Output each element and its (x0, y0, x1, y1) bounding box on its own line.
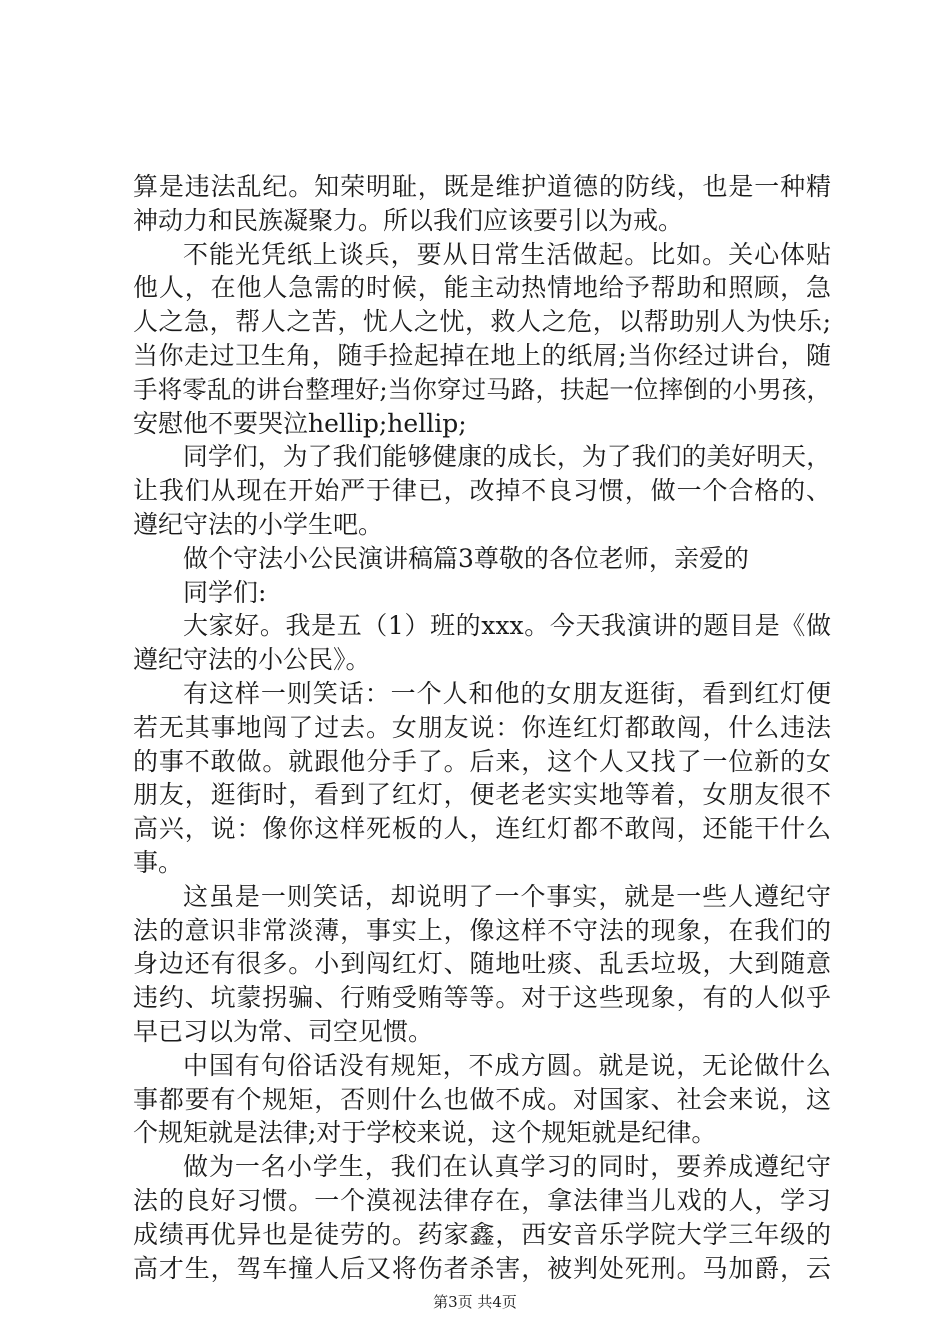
text-line: 法的良好习惯。一个漠视法律存在，拿法律当儿戏的人，学习 (133, 1185, 831, 1215)
text-line: 做为一名小学生，我们在认真学习的同时，要养成遵纪守 (183, 1152, 831, 1182)
text-line: 违约、坑蒙拐骗、行贿受贿等等。对于这些现象，有的人似乎 (133, 983, 831, 1013)
text-line: 大家好。我是五（1）班的xxx。今天我演讲的题目是《做 (183, 611, 831, 641)
text-line: 人之急，帮人之苦，忧人之忧，救人之危，以帮助别人为快乐; (133, 307, 831, 337)
text-line: 当你走过卫生角，随手捡起掉在地上的纸屑;当你经过讲台，随 (133, 340, 831, 370)
text-line: 他人，在他人急需的时候，能主动热情地给予帮助和照顾，急 (133, 273, 831, 303)
text-line: 朋友，逛街时，看到了红灯，便老老实实地等着，女朋友很不 (133, 780, 831, 810)
text-line: 身边还有很多。小到闯红灯、随地吐痰、乱丢垃圾，大到随意 (133, 949, 831, 979)
text-line: 事都要有个规矩，否则什么也做不成。对国家、社会来说，这 (133, 1084, 831, 1114)
text-line: 同学们: (183, 577, 267, 607)
text-line: 个规矩就是法律;对于学校来说，这个规矩就是纪律。 (133, 1118, 717, 1148)
text-line: 的事不敢做。就跟他分手了。后来，这个人又找了一位新的女 (133, 746, 831, 776)
text-line: 算是违法乱纪。知荣明耻，既是维护道德的防线，也是一种精 (133, 172, 831, 201)
text-line: 事。 (133, 847, 184, 877)
text-line: 早已习以为常、司空见惯。 (133, 1016, 434, 1046)
text-line: 成绩再优异也是徒劳的。药家鑫，西安音乐学院大学三年级的 (133, 1219, 831, 1249)
text-line: 高兴，说：像你这样死板的人，连红灯都不敢闯，还能干什么 (133, 814, 831, 844)
text-line: 做个守法小公民演讲稿篇3尊敬的各位老师，亲爱的 (183, 543, 749, 573)
text-line: 若无其事地闯了过去。女朋友说：你连红灯都敢闯，什么违法 (133, 712, 831, 742)
text-line: 让我们从现在开始严于律已，改掉不良习惯，做一个合格的、 (133, 476, 831, 506)
text-line: 高才生，驾车撞人后又将伤者杀害，被判处死刑。马加爵，云 (133, 1253, 831, 1283)
text-line: 遵纪守法的小公民》。 (133, 645, 371, 675)
text-line: 安慰他不要哭泣hellip;hellip; (133, 408, 467, 438)
text-line: 有这样一则笑话：一个人和他的女朋友逛街，看到红灯便 (183, 678, 831, 708)
text-line: 中国有句俗话没有规矩，不成方圆。就是说，无论做什么 (183, 1050, 831, 1080)
text-line: 同学们，为了我们能够健康的成长，为了我们的美好明天， (183, 442, 831, 472)
text-line: 遵纪守法的小学生吧。 (133, 509, 384, 539)
text-line: 手将零乱的讲台整理好;当你穿过马路，扶起一位摔倒的小男孩， (133, 374, 831, 404)
text-line: 神动力和民族凝聚力。所以我们应该要引以为戒。 (133, 205, 684, 235)
document-body (133, 170, 831, 1285)
text-line: 不能光凭纸上谈兵，要从日常生活做起。比如。关心体贴 (183, 239, 831, 269)
text-line: 这虽是一则笑话，却说明了一个事实，就是一些人遵纪守 (183, 881, 831, 911)
page-number-footer: 第3页 共4页 (433, 1293, 517, 1311)
text-line: 法的意识非常淡薄，事实上，像这样不守法的现象，在我们的 (133, 915, 831, 945)
